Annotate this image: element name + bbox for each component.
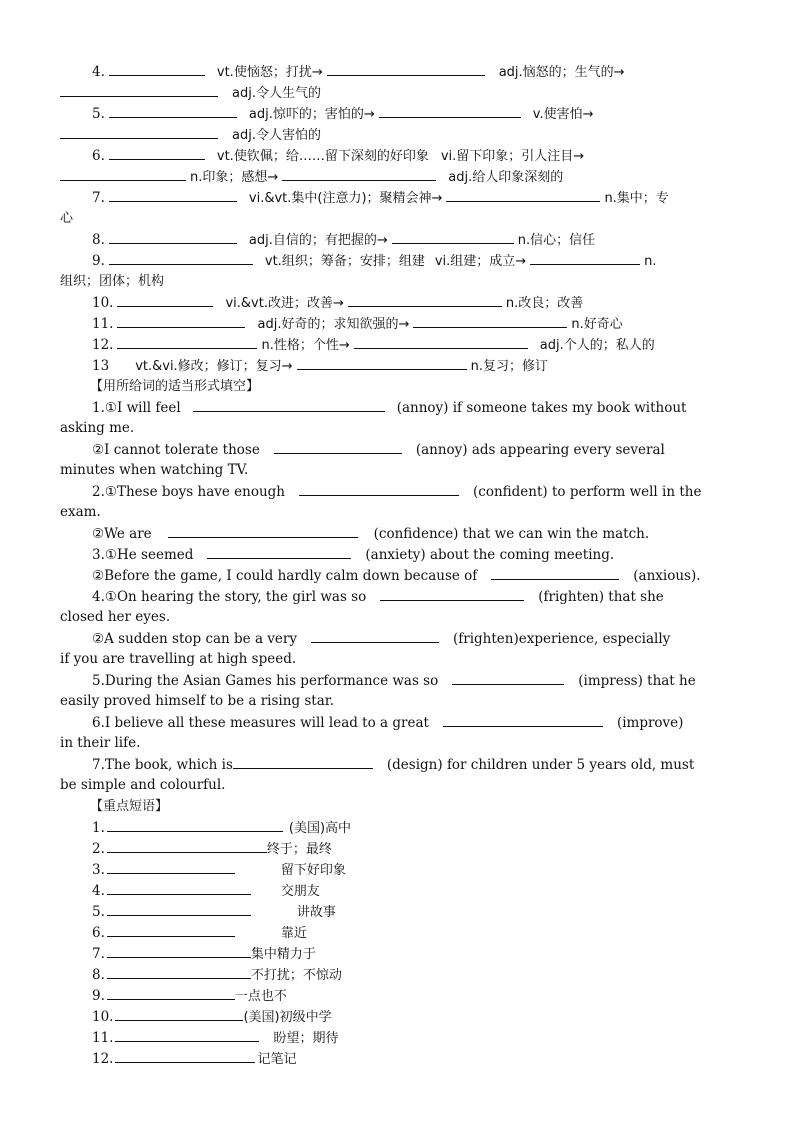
answer-blank[interactable]: [379, 103, 521, 118]
sentence-text: exam.: [60, 504, 101, 520]
word-hint: (confident): [473, 484, 548, 500]
vocab-item-6: [60, 145, 734, 166]
item-number: 6.: [92, 148, 105, 164]
definition: n.好奇心: [571, 317, 623, 332]
item-number: 8.: [92, 967, 105, 983]
answer-blank[interactable]: [233, 754, 373, 769]
sentence-text: On hearing the story, the girl was so: [116, 589, 367, 605]
phrase-meaning: 一点也不: [234, 989, 287, 1004]
definition: vi.留下印象；引人注目→: [440, 149, 585, 164]
item-number: 4.: [92, 883, 105, 899]
item-number: 4.①: [92, 589, 117, 605]
sentence-text: We are: [104, 526, 152, 542]
fill-item-cont: [60, 607, 734, 628]
sentence-text: He seemed: [116, 547, 194, 563]
answer-blank[interactable]: [348, 292, 502, 307]
answer-blank[interactable]: [115, 1048, 255, 1063]
vocab-item-10: [60, 292, 734, 313]
item-number: 1.①: [92, 400, 117, 416]
item-number: 10.: [92, 1009, 114, 1025]
phrase-item: [60, 901, 734, 922]
answer-blank[interactable]: [107, 859, 235, 874]
fill-item-cont: [60, 775, 734, 796]
sentence-text: that she: [608, 589, 664, 605]
answer-blank[interactable]: [117, 292, 213, 307]
fill-item: [60, 586, 734, 607]
definition: vi.&vt.改进；改善→: [225, 296, 344, 311]
answer-blank[interactable]: [168, 523, 358, 538]
phrase-meaning: 终于；最终: [266, 842, 332, 857]
answer-blank[interactable]: [117, 313, 245, 328]
answer-blank[interactable]: [109, 187, 237, 202]
fill-item-cont: [60, 418, 734, 439]
answer-blank[interactable]: [327, 61, 485, 76]
item-number: 7.: [92, 946, 105, 962]
answer-blank[interactable]: [115, 1027, 259, 1042]
definition: adj.令人生气的: [232, 86, 321, 101]
answer-blank[interactable]: [107, 922, 235, 937]
fill-item: [60, 544, 734, 565]
vocab-item-9: [60, 250, 734, 271]
word-hint: (anxious).: [633, 568, 701, 584]
phrase-item: [60, 943, 734, 964]
vocab-item-5-cont: [60, 124, 734, 145]
word-hint: (frighten): [453, 631, 519, 647]
fill-item-cont: [60, 733, 734, 754]
item-number: 2.: [92, 841, 105, 857]
phrase-item: [60, 1006, 734, 1027]
phrase-meaning: 交朋友: [280, 884, 320, 899]
fill-item: [60, 481, 734, 502]
item-number: 9.: [92, 253, 105, 269]
vocab-item-11: [60, 313, 734, 334]
vocab-item-4: [60, 61, 734, 82]
definition: vi.&vt.集中(注意力)；聚精会神→: [248, 191, 443, 206]
sentence-text: I cannot tolerate those: [104, 442, 260, 458]
sentence-text: I will feel: [116, 400, 181, 416]
phrase-item: [60, 985, 734, 1006]
answer-blank[interactable]: [60, 82, 218, 97]
fill-item: [60, 628, 734, 649]
phrase-item: [60, 838, 734, 859]
answer-blank[interactable]: [60, 166, 186, 181]
definition: adj.自信的；有把握的→: [248, 233, 388, 248]
answer-blank[interactable]: [107, 985, 235, 1000]
item-number: 7.: [92, 757, 105, 773]
definition: adj.令人害怕的: [232, 128, 321, 143]
phrase-meaning: 讲故事: [296, 905, 336, 920]
answer-blank[interactable]: [297, 355, 467, 370]
item-number: 3.①: [92, 547, 117, 563]
answer-blank[interactable]: [282, 166, 436, 181]
sentence-text: to perform well in the: [551, 484, 702, 500]
answer-blank[interactable]: [354, 334, 528, 349]
answer-blank[interactable]: [299, 481, 459, 496]
phrase-item: [60, 922, 734, 943]
item-number: ②: [92, 631, 105, 647]
phrase-meaning: 靠近: [280, 926, 307, 941]
phrase-item: [60, 964, 734, 985]
answer-blank[interactable]: [380, 586, 524, 601]
vocab-item-5: [60, 103, 734, 124]
definition: vt.使恼怒；打扰→: [216, 65, 323, 80]
answer-blank[interactable]: [109, 250, 253, 265]
sentence-text: for children under 5 years old, must: [446, 757, 695, 773]
sentence-text: asking me.: [60, 420, 135, 436]
definition: 心: [60, 211, 74, 226]
answer-blank[interactable]: [115, 1006, 243, 1021]
item-number: 8.: [92, 232, 105, 248]
word-hint: (annoy): [396, 400, 449, 416]
phrase-meaning: 记笔记: [257, 1052, 297, 1067]
answer-blank[interactable]: [446, 187, 600, 202]
fill-item-cont: [60, 460, 734, 481]
sentence-text: These boys have enough: [116, 484, 285, 500]
definition: n.集中；专: [604, 191, 669, 206]
sentence-text: Before the game, I could hardly calm down because of: [104, 568, 478, 584]
phrase-meaning: 盼望；期待: [273, 1031, 339, 1046]
phrase-meaning: (美国)初级中学: [243, 1010, 332, 1025]
section-title-phrases: 【重点短语】: [90, 799, 169, 814]
phrase-item: [60, 817, 734, 838]
item-number: 5.: [92, 904, 105, 920]
item-number: 11.: [92, 316, 114, 332]
definition: 组织；团体；机构: [60, 274, 165, 289]
word-hint: (anxiety): [365, 547, 426, 563]
answer-blank[interactable]: [392, 229, 514, 244]
phrase-meaning: 集中精力于: [250, 947, 316, 962]
answer-blank[interactable]: [107, 880, 251, 895]
sentence-text: A sudden stop can be a very: [104, 631, 297, 647]
item-number: 11.: [92, 1030, 114, 1046]
fill-item: [60, 439, 734, 460]
sentence-text: that we can win the match.: [462, 526, 650, 542]
item-number: 3.: [92, 862, 105, 878]
word-hint: (impress): [578, 673, 643, 689]
answer-blank[interactable]: [107, 901, 251, 916]
definition: adj.好奇的；求知欲强的→: [257, 317, 410, 332]
word-hint: (improve): [616, 715, 684, 731]
answer-blank[interactable]: [107, 964, 251, 979]
fill-item-cont: [60, 691, 734, 712]
phrase-item: [60, 1048, 734, 1069]
definition: vi.组建；成立→: [434, 254, 527, 269]
fill-item-cont: [60, 649, 734, 670]
section-title-fill-in: 【用所给词的适当形式填空】: [90, 379, 260, 394]
fill-item: [60, 397, 734, 418]
answer-blank[interactable]: [109, 145, 205, 160]
item-number: 5.: [92, 106, 105, 122]
definition: n.: [644, 254, 657, 269]
definition: vt.使钦佩；给……留下深刻的好印象: [216, 149, 429, 164]
item-number: 7.: [92, 190, 105, 206]
answer-blank[interactable]: [530, 250, 640, 265]
vocab-item-9-cont: [60, 271, 734, 292]
sentence-text: The book, which is: [104, 757, 233, 773]
definition: n.性格；个性→: [261, 338, 350, 353]
definition: n.复习；修订: [470, 359, 548, 374]
sentence-text: minutes when watching TV.: [60, 462, 249, 478]
sentence-text: be simple and colourful.: [60, 777, 226, 793]
sentence-text: experience, especially: [518, 631, 671, 647]
answer-blank[interactable]: [193, 397, 385, 412]
definition: n.改良；改善: [505, 296, 584, 311]
item-number: 1.: [92, 820, 105, 836]
definition: n.印象；感想→: [190, 170, 279, 185]
sentence-text: I believe all these measures will lead to a great: [104, 715, 429, 731]
fill-item-cont: [60, 502, 734, 523]
answer-blank[interactable]: [109, 229, 237, 244]
definition: adj.恼怒的；生气的→: [498, 65, 625, 80]
fill-item: [60, 523, 734, 544]
phrase-item: [60, 1027, 734, 1048]
phrase-meaning: (美国)高中: [288, 821, 352, 836]
answer-blank[interactable]: [107, 838, 267, 853]
word-hint: (annoy): [415, 442, 468, 458]
word-hint: (frighten): [538, 589, 604, 605]
fill-item: [60, 754, 734, 775]
definition: n.信心；信任: [517, 233, 596, 248]
answer-blank[interactable]: [452, 670, 564, 685]
vocab-item-12: [60, 334, 734, 355]
item-number: 6.: [92, 925, 105, 941]
item-number: 4.: [92, 64, 105, 80]
item-number: 9.: [92, 988, 105, 1004]
fill-item: [60, 565, 734, 586]
fill-item: [60, 670, 734, 691]
definition: vt.组织；筹备；安排；组建: [264, 254, 425, 269]
phrase-item: [60, 880, 734, 901]
definition: adj.个人的；私人的: [539, 338, 655, 353]
word-hint: (design): [386, 757, 443, 773]
phrase-meaning: 留下好印象: [280, 863, 346, 878]
vocab-item-4-cont: [60, 82, 734, 103]
answer-blank[interactable]: [107, 817, 283, 832]
answer-blank[interactable]: [443, 712, 603, 727]
vocab-item-7: [60, 187, 734, 208]
answer-blank[interactable]: [107, 943, 251, 958]
phrase-meaning: 不打扰；不惊动: [250, 968, 342, 983]
sentence-text: about the coming meeting.: [429, 547, 615, 563]
item-number: 6.: [92, 715, 105, 731]
item-number: 2.①: [92, 484, 117, 500]
answer-blank[interactable]: [117, 334, 257, 349]
definition: v.使害怕→: [532, 107, 594, 122]
answer-blank[interactable]: [274, 439, 402, 454]
answer-blank[interactable]: [207, 544, 351, 559]
sentence-text: easily proved himself to be a rising star.: [60, 693, 335, 709]
sentence-text: ads appearing every several: [471, 442, 665, 458]
sentence-text: in their life.: [60, 735, 141, 751]
vocab-item-13: [60, 355, 734, 376]
phrase-item: [60, 859, 734, 880]
fill-item: [60, 712, 734, 733]
sentence-text: closed her eyes.: [60, 609, 171, 625]
answer-blank[interactable]: [60, 124, 218, 139]
item-number: 10.: [92, 295, 114, 311]
sentence-text: that he: [647, 673, 696, 689]
vocab-item-6-cont: [60, 166, 734, 187]
sentence-text: if someone takes my book without: [452, 400, 687, 416]
answer-blank[interactable]: [413, 313, 567, 328]
vocab-item-8: [60, 229, 734, 250]
item-number: ②: [92, 568, 105, 584]
answer-blank[interactable]: [311, 628, 439, 643]
word-hint: (confidence): [373, 526, 459, 542]
item-number: 13: [92, 358, 110, 374]
sentence-text: During the Asian Games his performance was so: [104, 673, 439, 689]
answer-blank[interactable]: [109, 103, 237, 118]
item-number: ②: [92, 526, 105, 542]
answer-blank[interactable]: [491, 565, 619, 580]
definition: vt.&vi.修改；修订；复习→: [135, 359, 293, 374]
item-number: 12.: [92, 337, 114, 353]
answer-blank[interactable]: [109, 61, 205, 76]
item-number: 5.: [92, 673, 105, 689]
sentence-text: if you are travelling at high speed.: [60, 651, 297, 667]
definition: adj.惊吓的；害怕的→: [248, 107, 375, 122]
definition: adj.给人印象深刻的: [448, 170, 564, 185]
item-number: 12.: [92, 1051, 114, 1067]
vocab-item-7-cont: [60, 208, 734, 229]
item-number: ②: [92, 442, 105, 458]
